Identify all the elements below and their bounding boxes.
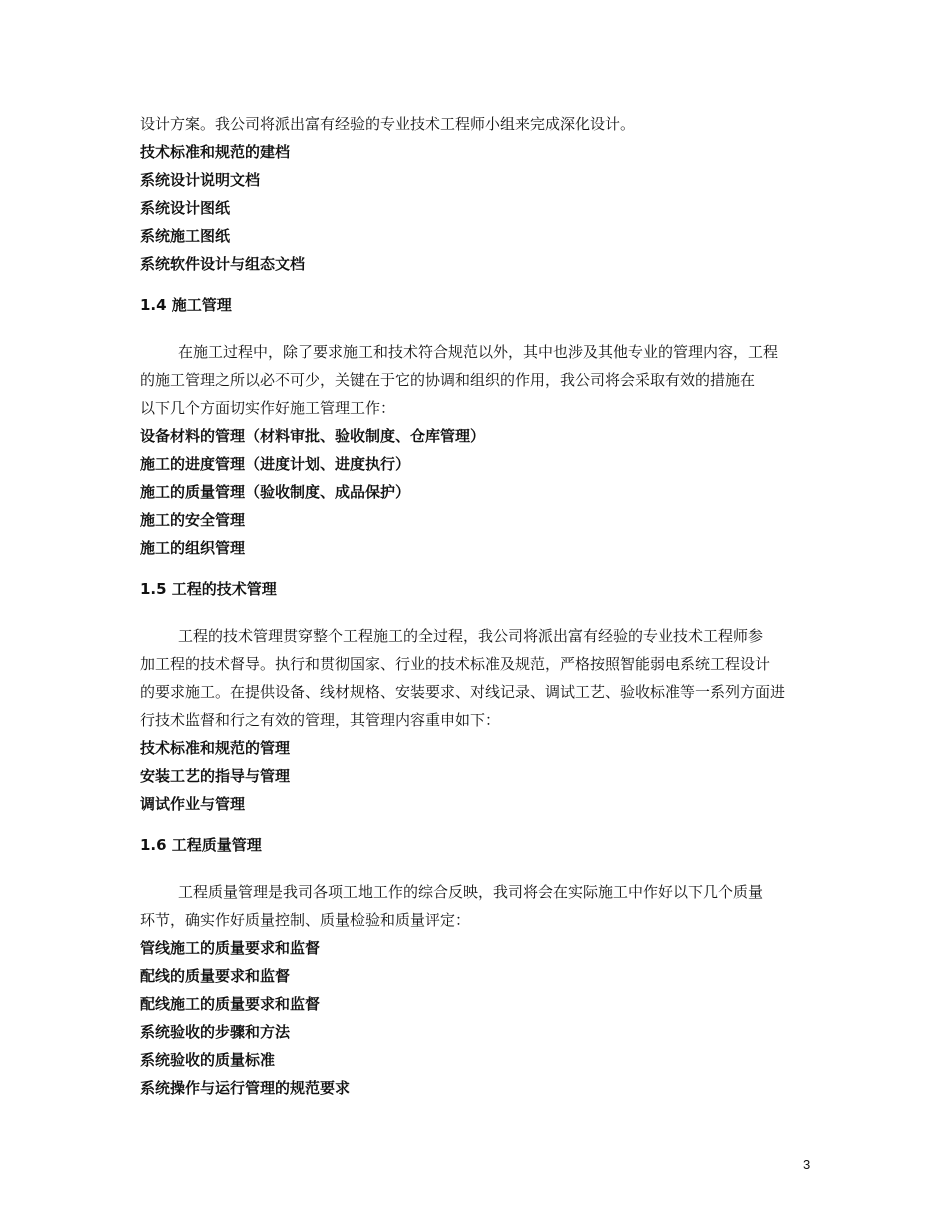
list-item: 配线的质量要求和监督	[140, 967, 291, 985]
list-item: 技术标准和规范的管理	[140, 739, 291, 757]
list-item: 管线施工的质量要求和监督	[140, 939, 321, 957]
paragraph-line: 的要求施工。在提供设备、线材规格、安装要求、对线记录、调试工艺、验收标准等一系列方面进	[140, 683, 786, 701]
section-heading: 1.6 工程质量管理	[140, 836, 262, 854]
list-item: 施工的安全管理	[140, 511, 246, 529]
list-item: 施工的组织管理	[140, 539, 246, 557]
list-item: 系统操作与运行管理的规范要求	[140, 1079, 351, 1097]
paragraph-line: 工程质量管理是我司各项工地工作的综合反映，我司将会在实际施工中作好以下几个质量	[178, 883, 764, 901]
list-item: 安装工艺的指导与管理	[140, 767, 291, 785]
list-item: 系统施工图纸	[140, 227, 231, 245]
list-item: 系统软件设计与组态文档	[140, 255, 306, 273]
list-item: 施工的进度管理（进度计划、进度执行）	[140, 455, 411, 473]
section-heading: 1.4 施工管理	[140, 296, 232, 314]
paragraph-line: 以下几个方面切实作好施工管理工作：	[140, 399, 396, 417]
paragraph-line: 加工程的技术督导。执行和贯彻国家、行业的技术标准及规范，严格按照智能弱电系统工程设计	[140, 655, 771, 673]
list-item: 技术标准和规范的建档	[140, 143, 291, 161]
section-heading: 1.5 工程的技术管理	[140, 580, 277, 598]
list-item: 调试作业与管理	[140, 795, 246, 813]
list-item: 系统设计说明文档	[140, 171, 261, 189]
paragraph-line: 设计方案。我公司将派出富有经验的专业技术工程师小组来完成深化设计。	[140, 115, 636, 133]
paragraph-line: 在施工过程中，除了要求施工和技术符合规范以外，其中也涉及其他专业的管理内容，工程	[178, 343, 779, 361]
paragraph-line: 行技术监督和行之有效的管理，其管理内容重申如下：	[140, 711, 501, 729]
list-item: 施工的质量管理（验收制度、成品保护）	[140, 483, 411, 501]
list-item: 配线施工的质量要求和监督	[140, 995, 321, 1013]
paragraph-line: 工程的技术管理贯穿整个工程施工的全过程，我公司将派出富有经验的专业技术工程师参	[178, 627, 764, 645]
list-item: 系统设计图纸	[140, 199, 231, 217]
list-item: 系统验收的步骤和方法	[140, 1023, 291, 1041]
page-number: 3	[803, 1157, 811, 1172]
list-item: 系统验收的质量标准	[140, 1051, 276, 1069]
paragraph-line: 的施工管理之所以必不可少，关键在于它的协调和组织的作用，我公司将会采取有效的措施在	[140, 371, 756, 389]
list-item: 设备材料的管理（材料审批、验收制度、仓库管理）	[140, 427, 486, 445]
paragraph-line: 环节，确实作好质量控制、质量检验和质量评定：	[140, 911, 471, 929]
